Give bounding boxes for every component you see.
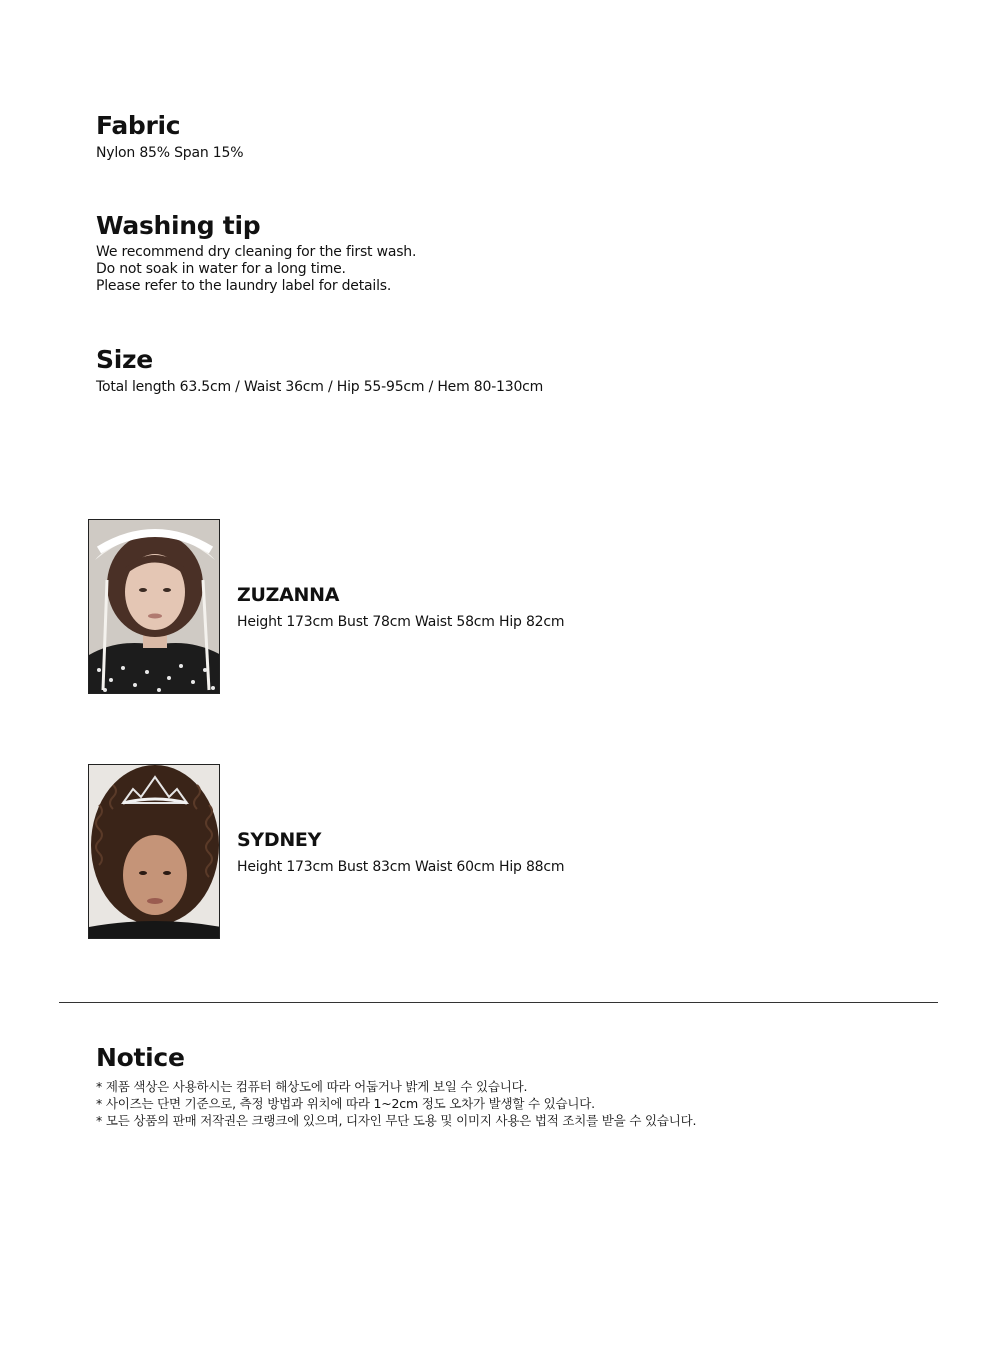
washing-instructions	[96, 244, 416, 295]
fabric-composition: Nylon 85% Span 15%	[96, 145, 244, 161]
notice-line: * 사이즈는 단면 기준으로, 측정 방법과 위치에 따라 1~2cm 정도 오차가 발생할 수 있습니다.	[96, 1096, 595, 1111]
model-measurements: Height 173cm Bust 78cm Waist 58cm Hip 82cm	[237, 613, 565, 630]
notice-section	[96, 1043, 696, 1129]
notice-line: * 제품 색상은 사용하시는 컴퓨터 해상도에 따라 어둡거나 밝게 보일 수 있습니다.	[96, 1079, 528, 1094]
fabric-heading: Fabric	[96, 111, 181, 140]
fabric-section	[96, 111, 243, 162]
model-card-zuzanna	[88, 519, 564, 694]
washing-line: Please refer to the laundry label for details.	[96, 278, 392, 294]
size-measurements: Total length 63.5cm / Waist 36cm / Hip 55-95cm / Hem 80-130cm	[96, 379, 544, 395]
model-photo	[88, 764, 220, 939]
model-info	[237, 583, 564, 631]
model-card-sydney	[88, 764, 564, 939]
section-divider	[59, 1002, 938, 1003]
washing-section	[96, 211, 416, 295]
washing-line: We recommend dry cleaning for the first wash.	[96, 244, 417, 260]
model-name: SYDNEY	[237, 828, 322, 851]
model-info	[237, 828, 564, 876]
model-name: ZUZANNA	[237, 583, 340, 606]
size-section	[96, 345, 543, 396]
model-measurements: Height 173cm Bust 83cm Waist 60cm Hip 88cm	[237, 858, 565, 875]
notice-heading: Notice	[96, 1043, 185, 1072]
washing-heading: Washing tip	[96, 211, 261, 240]
notice-line: * 모든 상품의 판매 저작권은 크랭크에 있으며, 디자인 무단 도용 및 이미지 사용은 법적 조치를 받을 수 있습니다.	[96, 1113, 697, 1128]
notice-list	[96, 1078, 696, 1129]
size-heading: Size	[96, 345, 153, 374]
washing-line: Do not soak in water for a long time.	[96, 261, 346, 277]
model-photo	[88, 519, 220, 694]
